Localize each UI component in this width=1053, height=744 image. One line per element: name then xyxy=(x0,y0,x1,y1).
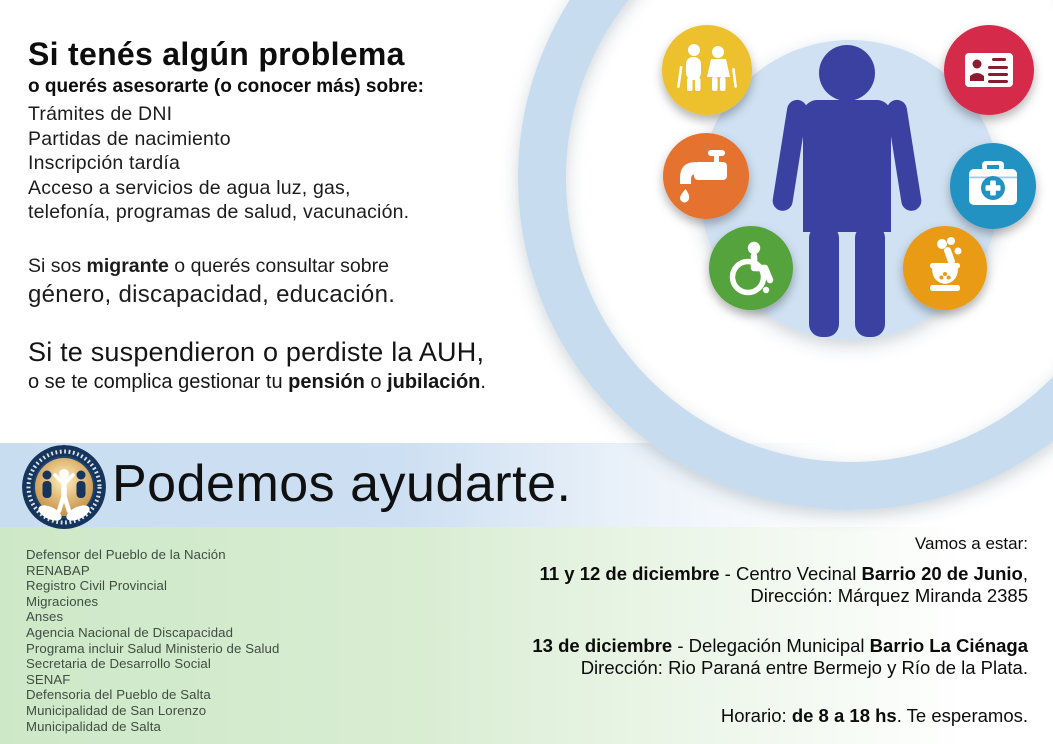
event1-line: 11 y 12 de diciembre - Centro Vecinal Barrio 20 de Junio, xyxy=(539,563,1028,584)
auh-section xyxy=(28,337,486,394)
organization-item: Programa incluir Salud Ministerio de Salud xyxy=(26,640,280,656)
services-hero-graphic xyxy=(500,0,1053,580)
list-item: Acceso a servicios de agua luz, gas, xyxy=(28,176,351,199)
event1-address: Dirección: Márquez Miranda 2385 xyxy=(750,585,1028,606)
organization-item: RENABAP xyxy=(26,562,90,578)
elderly-couple-icon xyxy=(662,25,752,115)
organization-item: Anses xyxy=(26,609,64,625)
organization-item: Agencia Nacional de Discapacidad xyxy=(26,624,234,640)
topics-list xyxy=(28,102,486,225)
list-item: Inscripción tardía xyxy=(28,152,181,174)
organization-item: Defensor del Pueblo de la Nación xyxy=(26,547,226,562)
page-title: Si tenés algún problema xyxy=(28,36,405,72)
hours-line: Horario: de 8 a 18 hs. Te esperamos. xyxy=(720,705,1028,726)
organization-item: Municipalidad de Salta xyxy=(26,718,161,734)
list-item: telefonía, programas de salud, vacunación. xyxy=(28,201,410,223)
migrant-line2: género, discapacidad, educación. xyxy=(28,280,396,308)
organization-item: Defensoria del Pueblo de Salta xyxy=(26,687,211,703)
organizations-list xyxy=(26,547,279,734)
water-tap-icon xyxy=(663,133,749,219)
event2-address: Dirección: Rio Paraná entre Bermejo y Río de la Plata. xyxy=(580,657,1028,678)
event2-line: 13 de diciembre - Delegación Municipal Barrio La Ciénaga xyxy=(532,635,1028,656)
id-card-icon xyxy=(944,25,1034,115)
organization-item: Registro Civil Provincial xyxy=(26,578,168,594)
wheelchair-accessibility-icon xyxy=(709,226,793,310)
organization-item: Municipalidad de San Lorenzo xyxy=(26,702,207,718)
first-aid-kit-icon xyxy=(950,143,1036,229)
organization-item: Migraciones xyxy=(26,593,99,609)
migrant-line: Si sos migrante o querés consultar sobre xyxy=(28,254,389,277)
list-item: Partidas de nacimiento xyxy=(28,127,231,150)
schedule-section xyxy=(532,533,1028,727)
organization-item: SENAF xyxy=(26,671,71,687)
list-item: Trámites de DNI xyxy=(28,103,173,125)
help-banner-text: Podemos ayudarte. xyxy=(112,455,572,513)
page-subtitle: o querés asesorarte (o conocer más) sobre: xyxy=(28,76,424,97)
migrant-section xyxy=(28,255,486,309)
auh-line1: Si te suspendieron o perdiste la AUH, xyxy=(28,336,485,367)
auh-line2: o se te complica gestionar tu pensión o jubilación. xyxy=(28,370,486,393)
schedule-heading: Vamos a estar: xyxy=(914,534,1028,553)
organization-item: Secretaria de Desarrollo Social xyxy=(26,656,211,672)
defensor-del-pueblo-logo xyxy=(22,445,106,529)
vaccination-mortar-icon xyxy=(903,226,987,310)
problem-section xyxy=(28,36,486,394)
